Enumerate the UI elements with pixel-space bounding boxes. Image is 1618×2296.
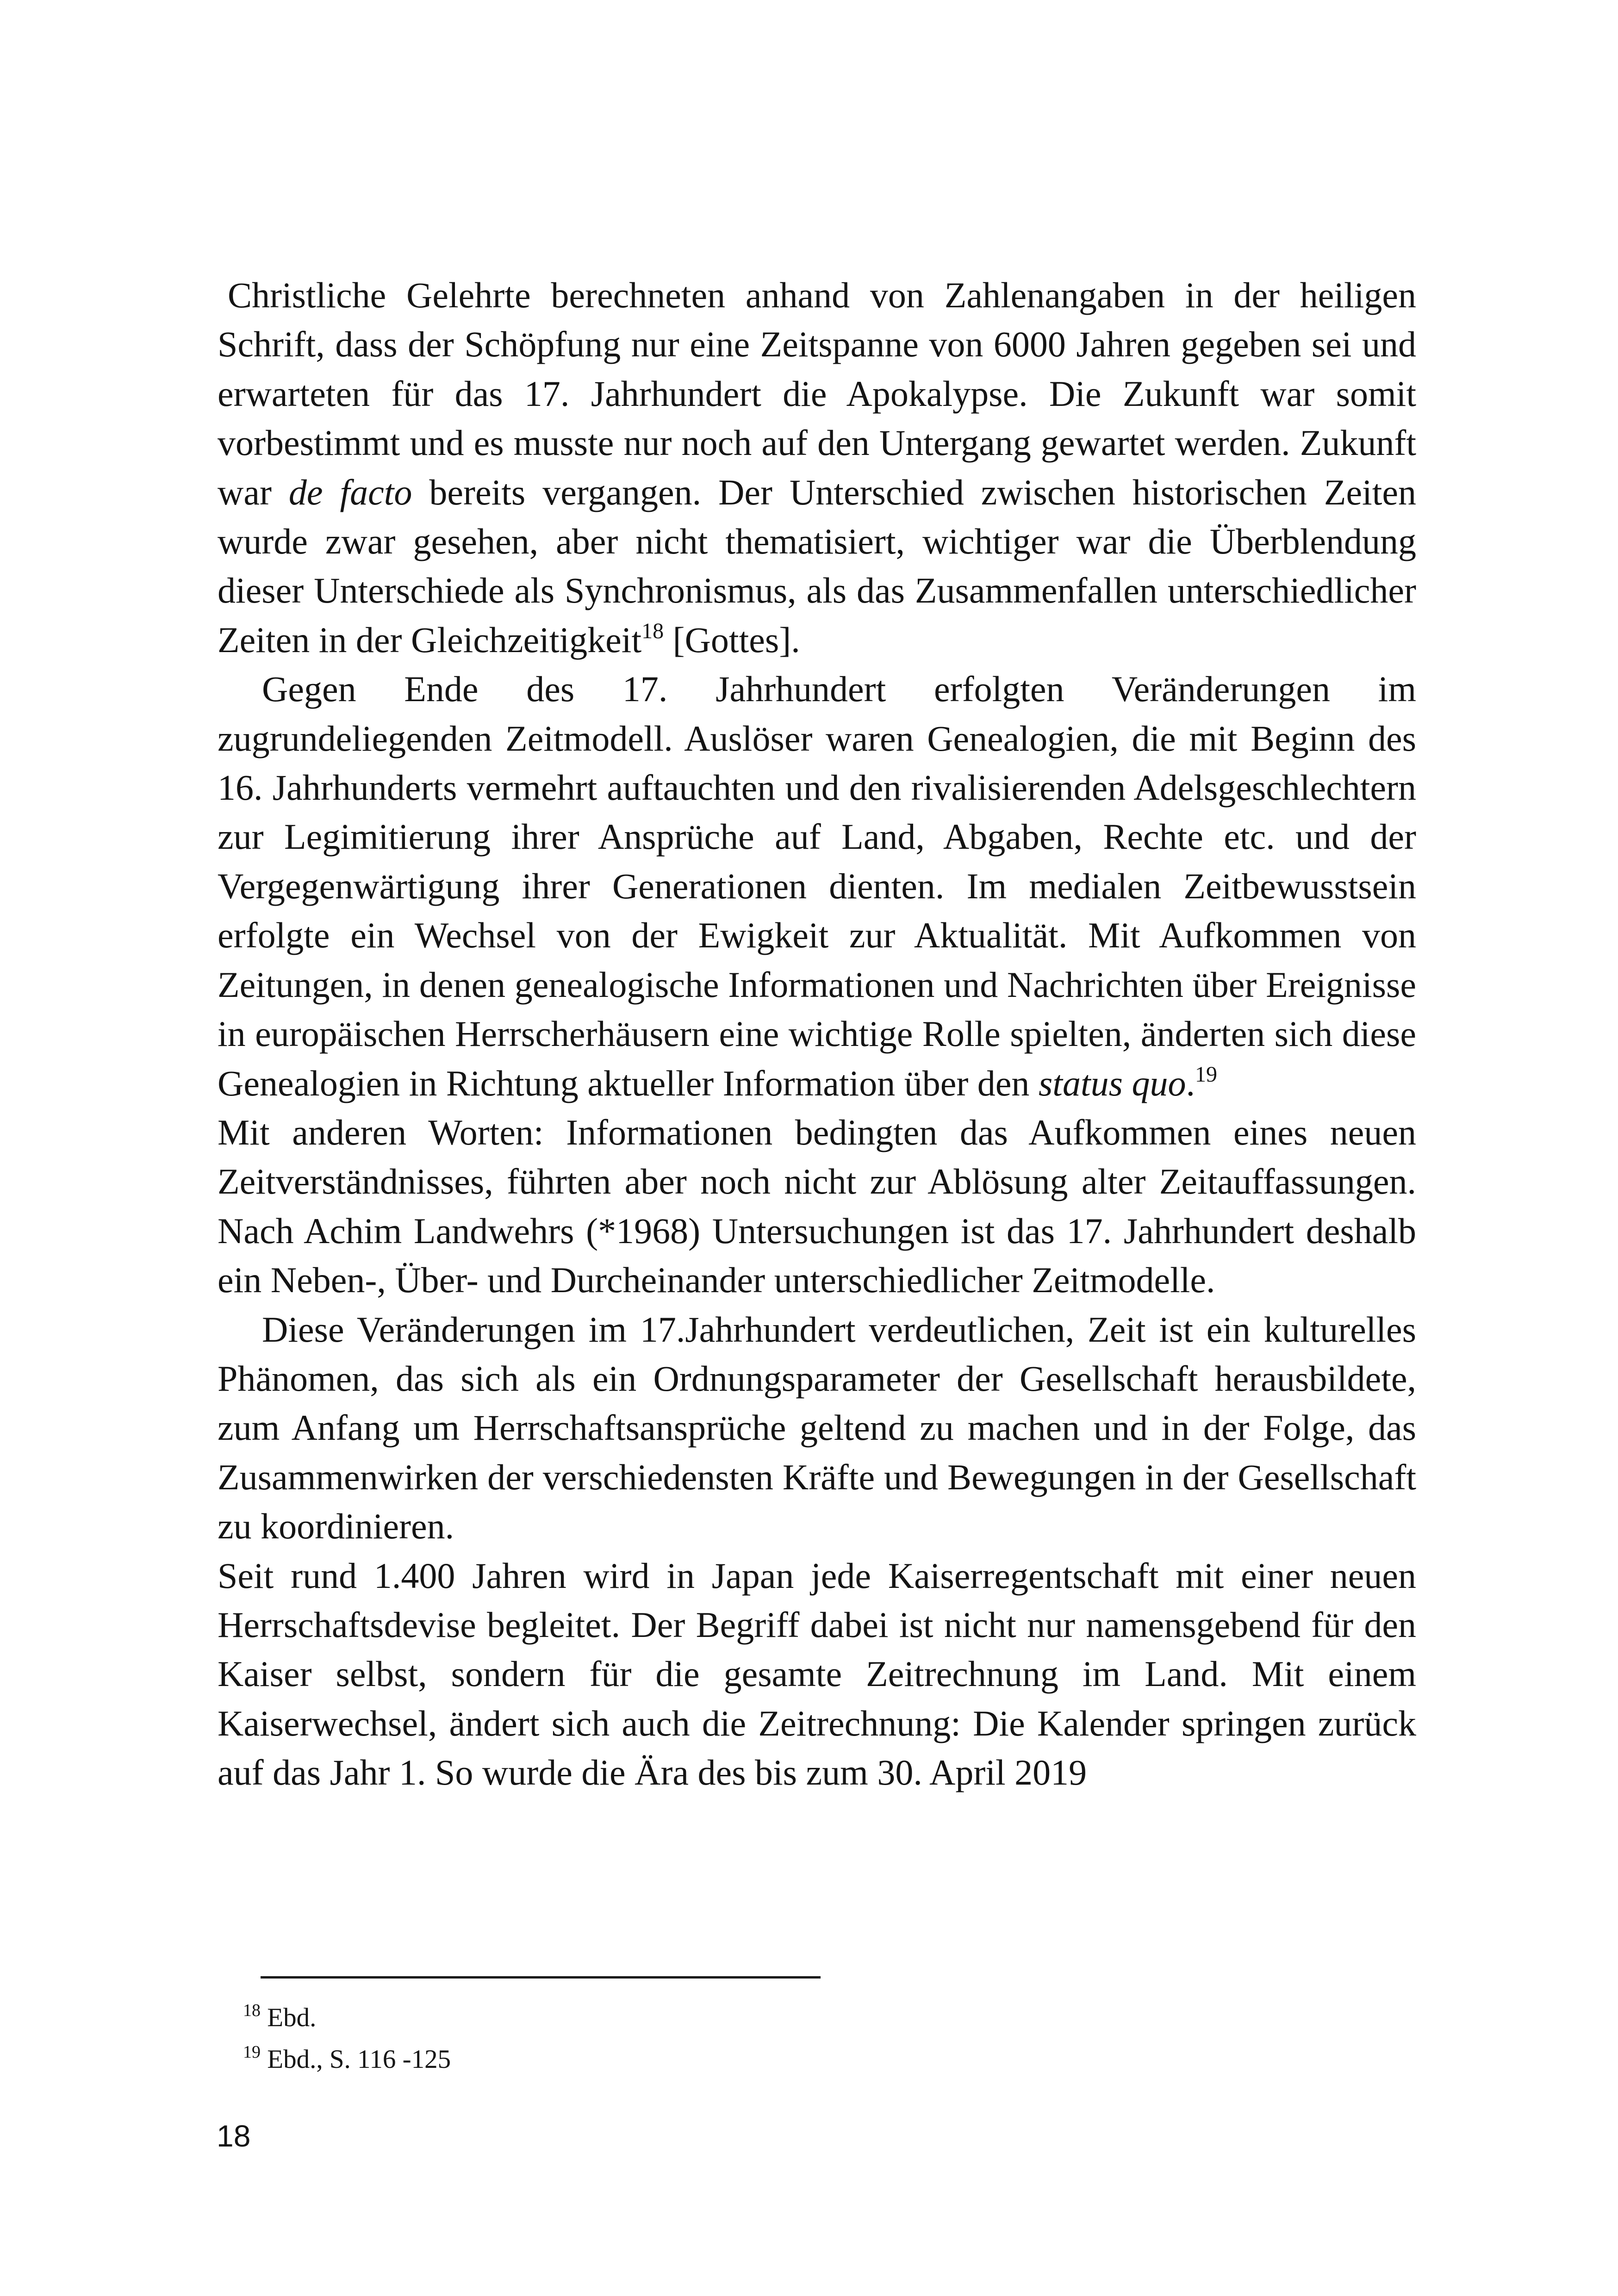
body-text: [218, 271, 1416, 1798]
paragraph-2-text-b: .: [1186, 1063, 1195, 1103]
footnote-18: [243, 1997, 1400, 2039]
paragraph-2-text-a: Gegen Ende des 17. Jahrhundert erfolgten Veränderungen im zugrundeliegenden Zeitmodell. Auslöser waren Genealogien, die mit Beginn des 16. Jahrhunderts vermehrt auftauchten und den rivalisierenden Adelsgeschlechtern zur Legimitierung ihrer Ansprüche auf Land, Abgaben, Rechte etc. und der Vergegenwärtigung ihrer Generationen dienten. Im medialen Zeitbewusstsein erfolgte ein Wechsel von der Ewigkeit zur Aktualität. Mit Aufkommen von Zeitungen, in denen genealogische Informationen und Nachrichten über Ereignisse in europäischen Herrscherhäusern eine wichtige Rolle spielten, änderten sich diese Genealogien in Richtung aktueller Information über den: [218, 669, 1416, 1103]
footnote-reference-18: 18: [641, 618, 664, 643]
paragraph-4: Diese Veränderungen im 17.Jahrhundert verdeutlichen, Zeit ist ein kulturelles Phänomen, das sich als ein Ordnungsparameter der Gesellschaft herausbildete, zum Anfang um Herrschaftsansprüche geltend zu machen und in der Folge, das Zusammenwirken der verschiedensten Kräfte und Bewegungen in der Gesellschaft zu koordinieren.: [218, 1309, 1416, 1547]
footnote-reference-19: 19: [1195, 1062, 1217, 1087]
footnote-separator: [261, 1976, 821, 1979]
footnotes: [243, 1997, 1400, 2080]
footnote-19: [243, 2039, 1400, 2080]
page-number: 18: [217, 2119, 251, 2153]
footnote-text: Ebd., S. 116 -125: [267, 2045, 451, 2074]
paragraph-1-text-c: [Gottes].: [672, 619, 800, 660]
paragraph-2: [218, 665, 1416, 1108]
paragraph-1-text-a: Christliche Gelehrte berechneten anhand von Zahlenangaben in der heiligen Schrift, dass der Schöpfung nur eine Zeitspanne von 6000 Jahren gegeben sei und erwarteten für das 17. Jahrhundert die Apokalypse. Die Zukunft war somit vorbestimmt und es musste nur noch auf den Untergang gewartet werden. Zukunft war: [218, 275, 1416, 512]
footnote-number: 19: [243, 2042, 261, 2062]
footnote-number: 18: [243, 2001, 261, 2020]
paragraph-3: Mit anderen Worten: Informationen bedingten das Aufkommen eines neuen Zeitverständnisses, führten aber noch nicht zur Ablösung alter Zeitauffassungen. Nach Achim Landwehrs (*1968) Untersuchungen ist das 17. Jahrhundert deshalb ein Neben-, Über- und Durcheinander unterschiedlicher Zeitmodelle.: [218, 1112, 1416, 1300]
paragraph-1: [218, 271, 1416, 665]
paragraph-2-italic-term: status quo: [1038, 1063, 1186, 1103]
paragraph-5: Seit rund 1.400 Jahren wird in Japan jede Kaiserregentschaft mit einer neuen Herrschaftsdevise begleitet. Der Begriff dabei ist nicht nur namensgebend für den Kaiser selbst, sondern für die gesamte Zeitrechnung im Land. Mit einem Kaiserwechsel, ändert sich auch die Zeitrechnung: Die Kalender springen zurück auf das Jahr 1. So wurde die Ära des bis zum 30. April 2019: [218, 1555, 1416, 1793]
footnote-text: Ebd.: [267, 2003, 317, 2032]
paragraph-1-italic-term: de facto: [288, 472, 412, 512]
paragraph-1-text-b: bereits vergangen. Der Unterschied zwischen historischen Zeiten wurde zwar gesehen, aber nicht thematisiert, wichtiger war die Überblendung dieser Unterschiede als Synchronismus, als das Zusammenfallen unterschiedlicher Zeiten in der Gleichzeitigkeit: [218, 472, 1417, 660]
